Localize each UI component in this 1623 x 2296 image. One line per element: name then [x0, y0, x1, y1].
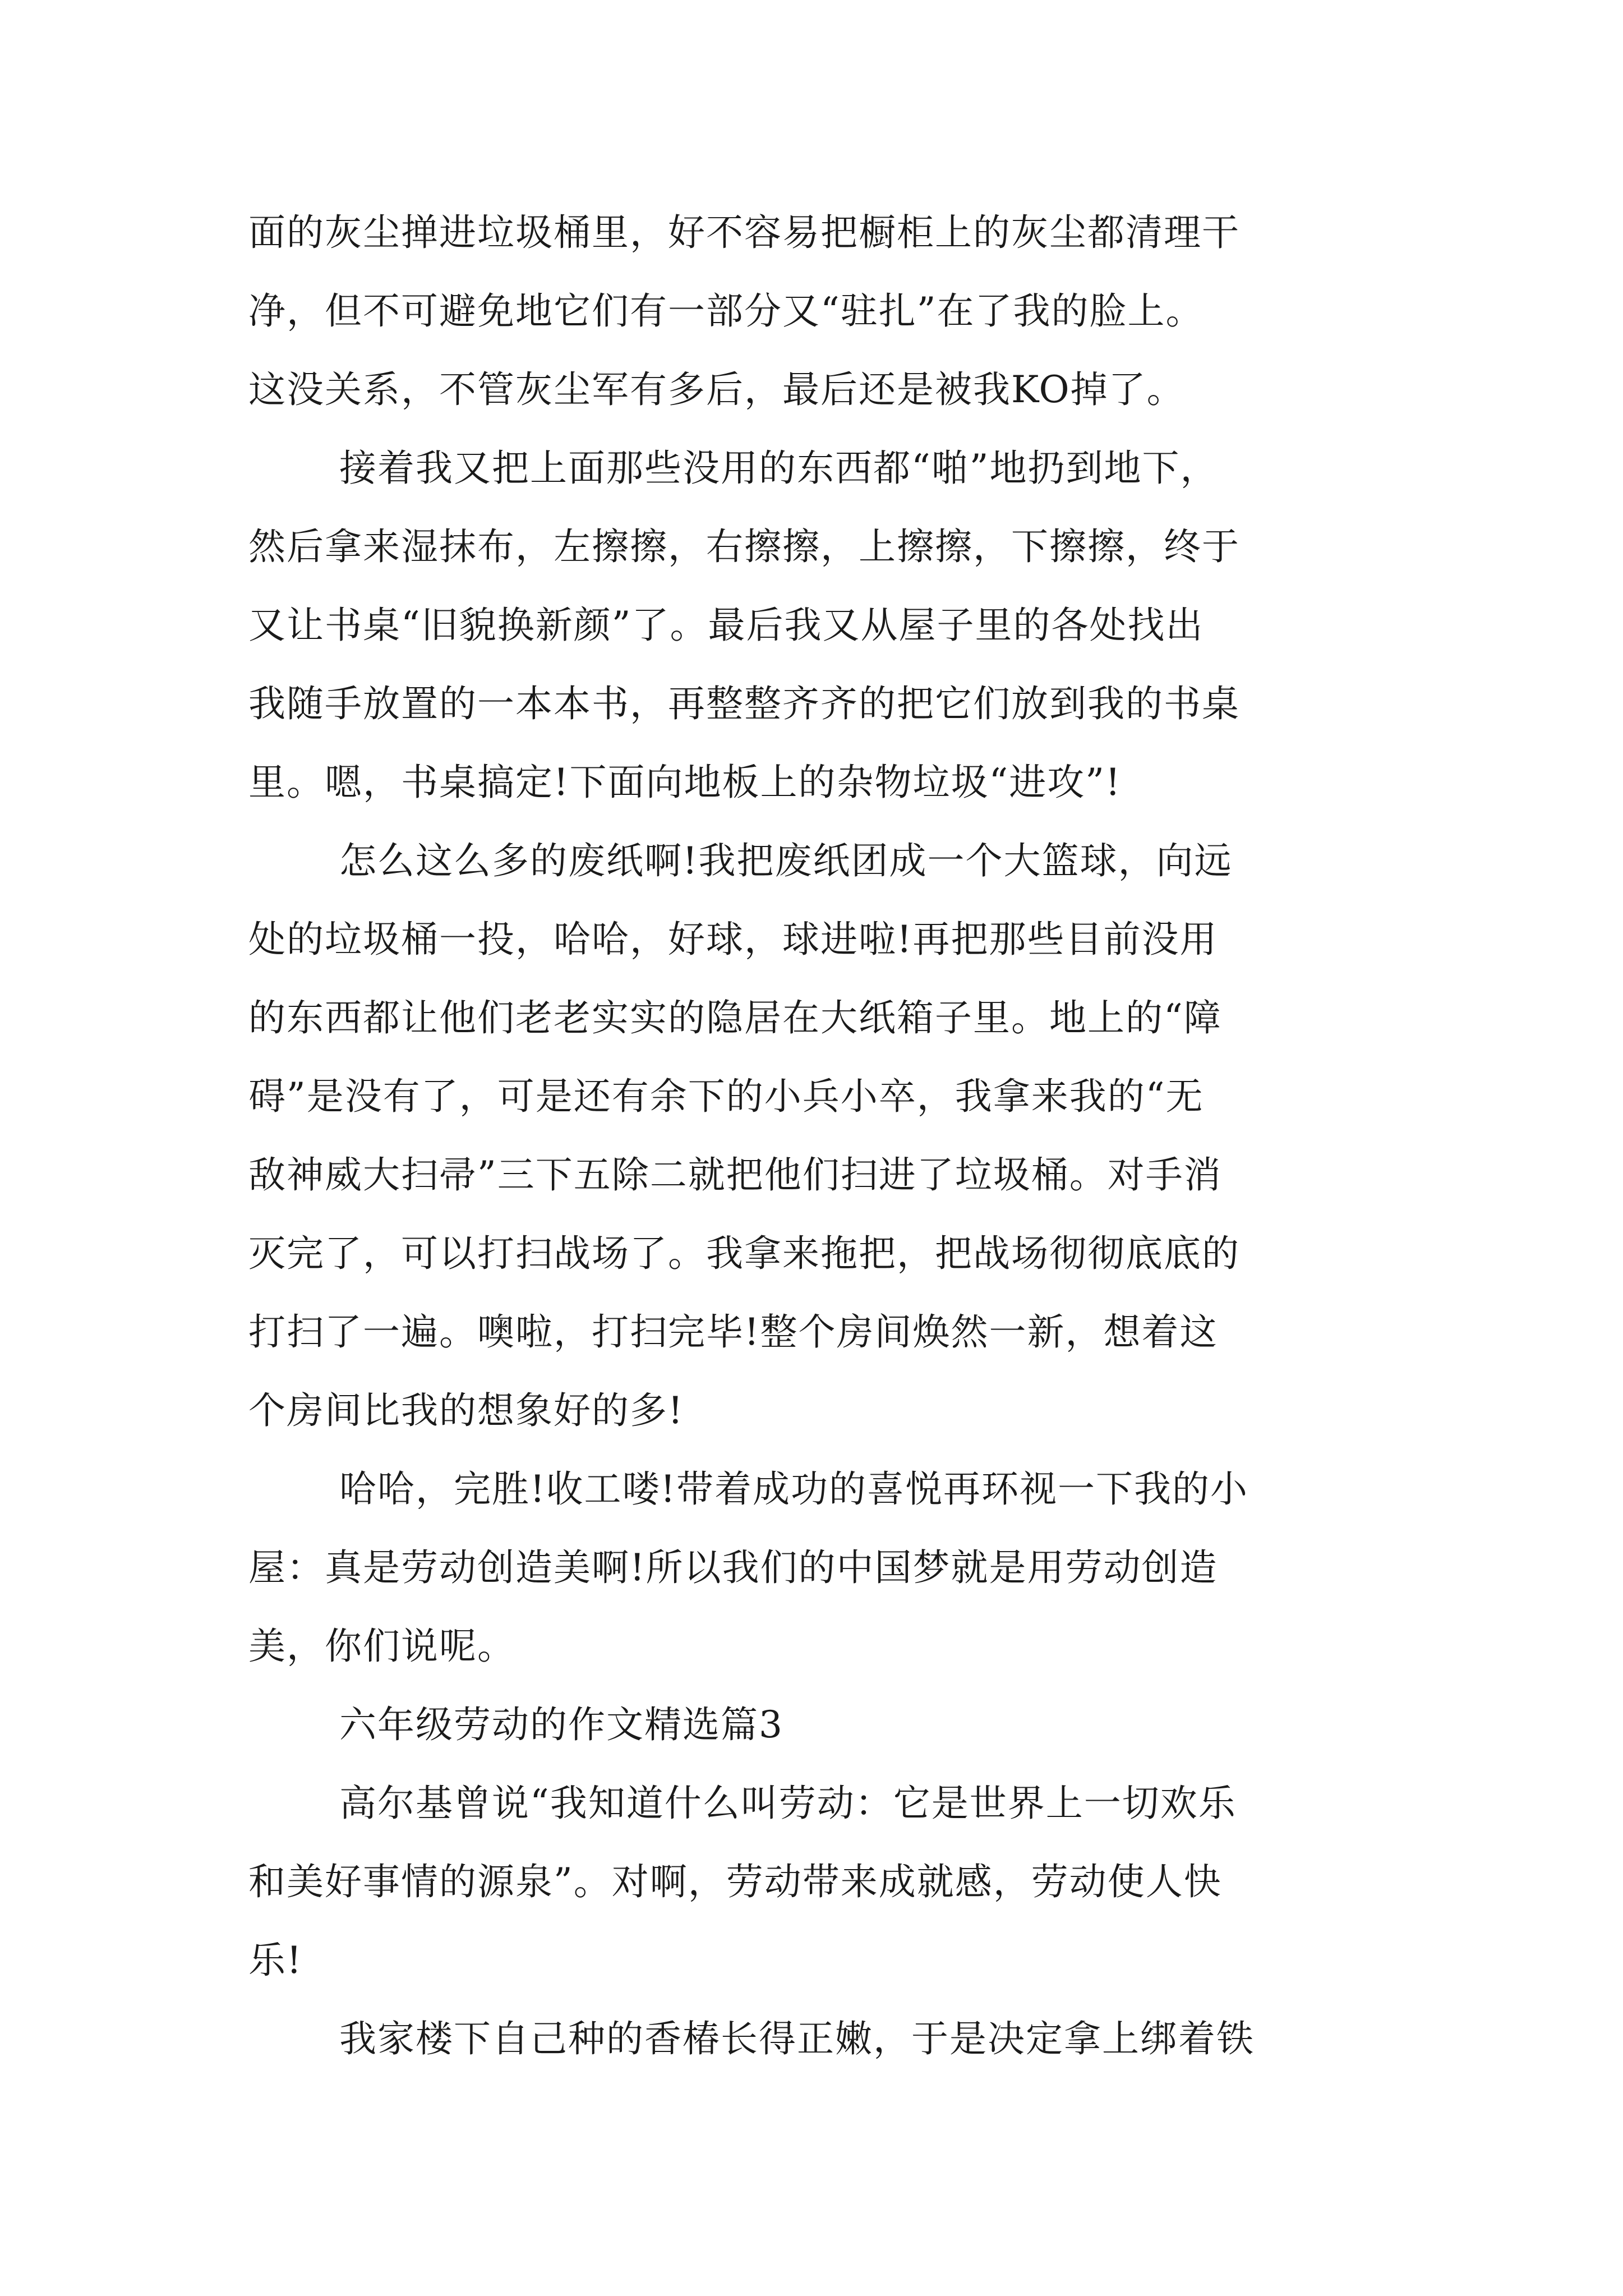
text-line: 怎么这么多的废纸啊!我把废纸团成一个大篮球，向远 [339, 839, 1233, 882]
text-line: 打扫了一遍。噢啦，打扫完毕!整个房间焕然一新，想着这 [248, 1310, 1218, 1354]
text-line: 屋：真是劳动创造美啊!所以我们的中国梦就是用劳动创造 [248, 1546, 1218, 1589]
paragraph [248, 429, 1393, 822]
text-line: 乐! [248, 1939, 303, 1982]
text-line: 碍”是没有了，可是还有余下的小兵小卒，我拿来我的“无 [248, 1075, 1204, 1118]
paragraph [248, 1764, 1393, 2000]
text-line: 和美好事情的源泉”。对啊，劳动带来成就感，劳动使人快 [248, 1860, 1222, 1903]
paragraph [248, 2000, 1393, 2078]
text-line: 哈哈，完胜!收工喽!带着成功的喜悦再环视一下我的小 [339, 1467, 1249, 1511]
text-line: 里。嗯，书桌搞定!下面向地板上的杂物垃圾“进攻”! [248, 761, 1122, 804]
text-line: 美，你们说呢。 [248, 1625, 515, 1668]
text-line: 接着我又把上面那些没用的东西都“啪”地扔到地下， [339, 447, 1219, 490]
text-line: 又让书桌“旧貌换新颜”了。最后我又从屋子里的各处找出 [248, 604, 1204, 647]
text-line: 净，但不可避免地它们有一部分又“驻扎”在了我的脸上。 [248, 289, 1204, 333]
text-line: 然后拿来湿抹布，左擦擦，右擦擦，上擦擦，下擦擦，终于 [248, 525, 1240, 568]
text-line: 灭完了，可以打扫战场了。我拿来拖把，把战场彻彻底底的 [248, 1232, 1240, 1275]
text-line: 我随手放置的一本本书，再整整齐齐的把它们放到我的书桌 [248, 682, 1240, 725]
paragraph [248, 194, 1393, 429]
text-line: 这没关系，不管灰尘军有多后，最后还是被我KO掉了。 [248, 368, 1185, 411]
paragraph [248, 822, 1393, 1450]
essay-text [248, 194, 1393, 2078]
text-line: 个房间比我的想象好的多! [248, 1389, 684, 1432]
text-line: 面的灰尘掸进垃圾桶里，好不容易把橱柜上的灰尘都清理干 [248, 211, 1240, 254]
text-line: 我家楼下自己种的香椿长得正嫩，于是决定拿上绑着铁 [339, 2017, 1255, 2060]
text-line: 的东西都让他们老老实实的隐居在大纸箱子里。地上的“障 [248, 996, 1222, 1039]
text-line: 六年级劳动的作文精选篇3 [339, 1703, 783, 1746]
section-heading [248, 1686, 1393, 1764]
text-line: 处的垃圾桶一投，哈哈，好球，球进啦!再把那些目前没用 [248, 918, 1218, 961]
paragraph [248, 1450, 1393, 1686]
text-line: 敌神威大扫帚”三下五除二就把他们扫进了垃圾桶。对手消 [248, 1153, 1222, 1197]
text-line: 高尔基曾说“我知道什么叫劳动：它是世界上一切欢乐 [339, 1782, 1237, 1825]
